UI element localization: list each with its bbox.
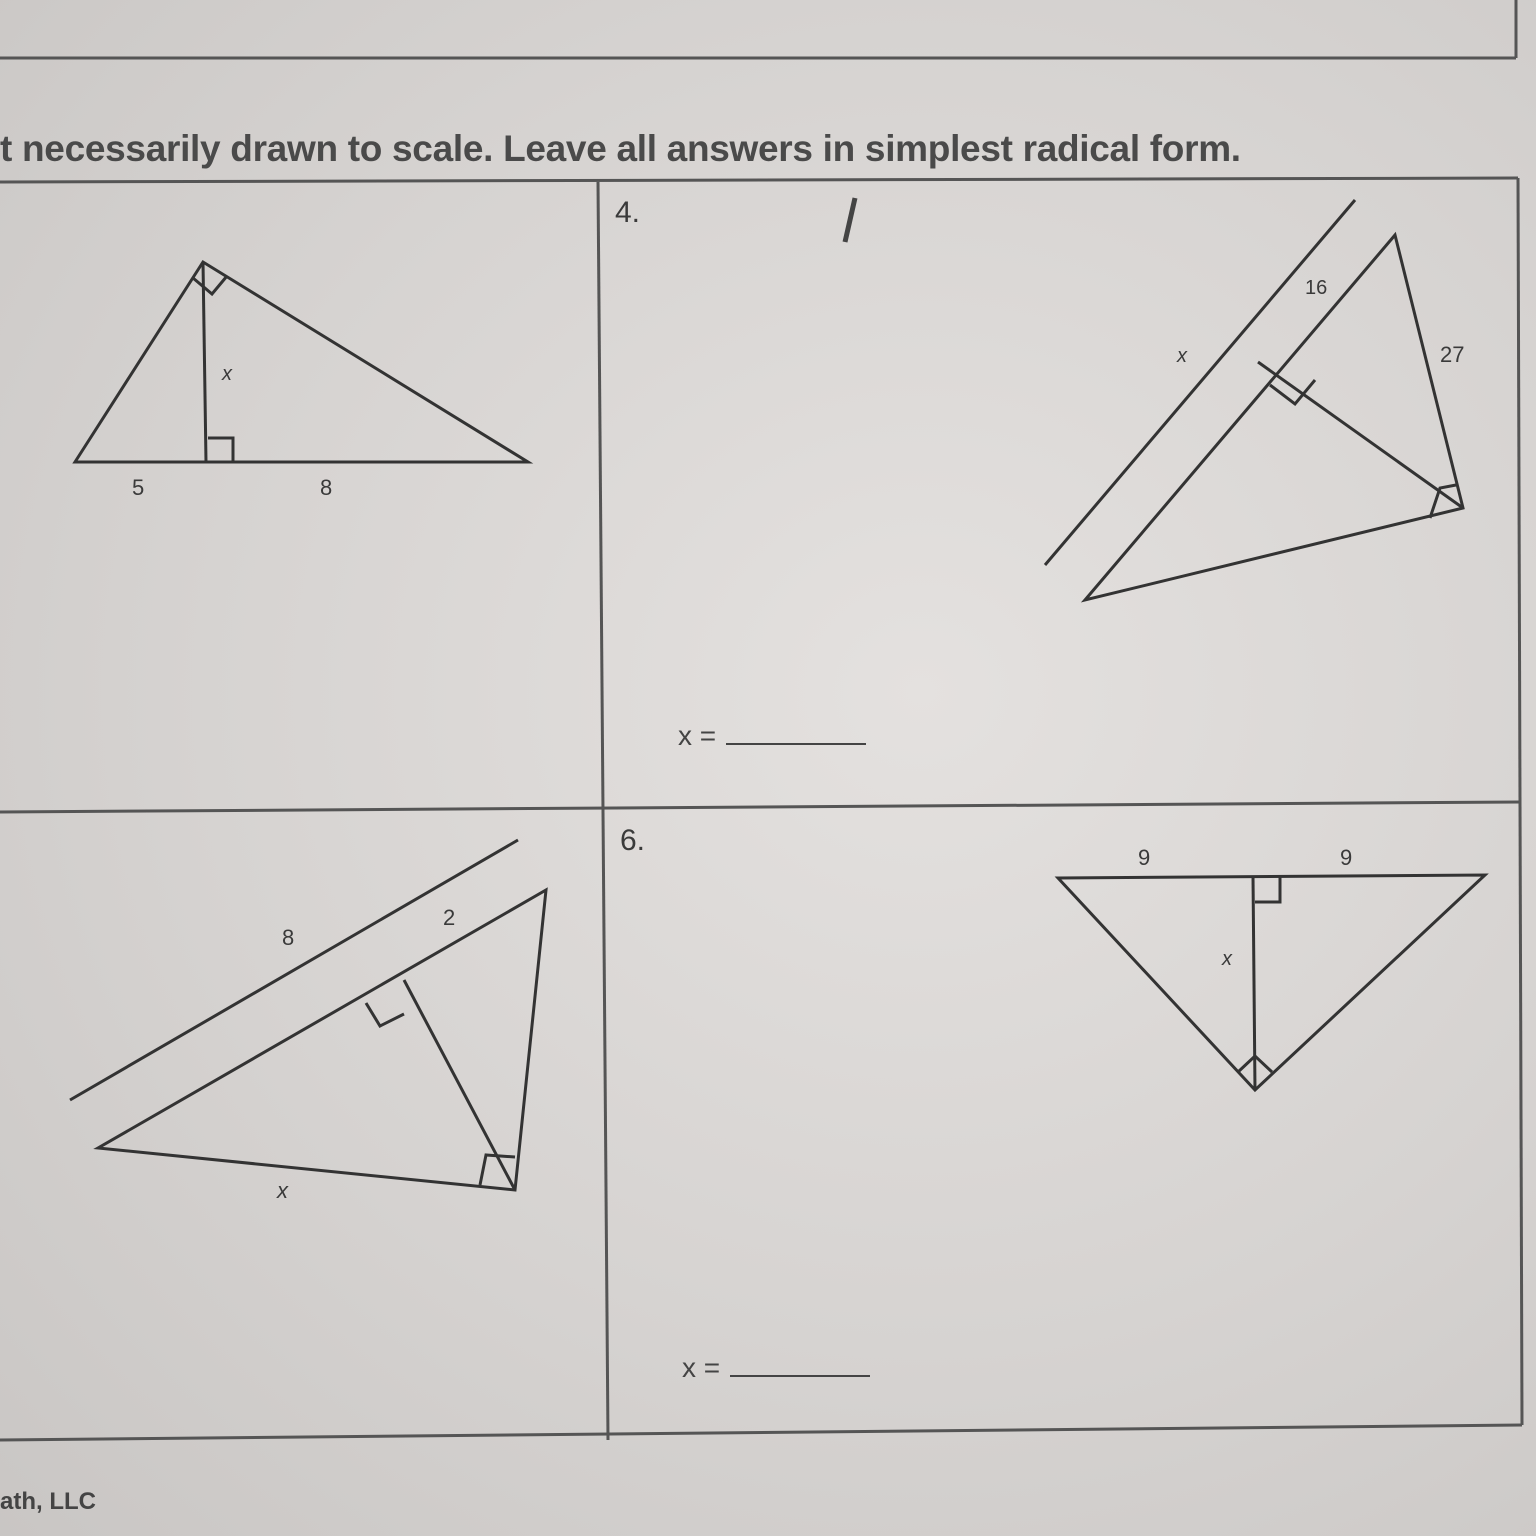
answer-prompt-6: x = <box>682 1352 721 1383</box>
p3-left-seg-label: 5 <box>132 475 145 500</box>
p5-seg-long-label: 8 <box>282 925 295 950</box>
problem-6-number: 6. <box>620 824 646 857</box>
p3-alt-label: x <box>222 363 232 385</box>
grid-middle-line <box>0 802 1520 812</box>
problem-3-figure <box>75 262 528 462</box>
p6-right-label: 9 <box>1340 845 1353 870</box>
answer-line-6[interactable] <box>682 1352 870 1384</box>
p4-leg-label: 27 <box>1440 342 1465 367</box>
p5-leg-label: x <box>277 1178 288 1203</box>
grid-center-line <box>598 182 608 1440</box>
grid-bottom-line <box>0 1425 1522 1440</box>
problem-5-figure <box>70 840 546 1190</box>
problem-4-number: 4. <box>615 196 641 229</box>
p6-left-label: 9 <box>1138 845 1151 870</box>
p4-seg-top-label: 16 <box>1305 277 1328 299</box>
instructions-text: t necessarily drawn to scale. Leave all answers in simplest radical form. <box>0 128 1241 169</box>
p4-seg-x-label: x <box>1177 345 1187 367</box>
grid-top-line <box>0 178 1518 182</box>
answer-prompt-4: x = <box>678 720 717 751</box>
p3-right-seg-label: 8 <box>320 475 333 500</box>
pencil-mark <box>845 198 855 242</box>
answer-blank-4[interactable] <box>726 721 866 745</box>
problem-6-figure <box>1058 875 1485 1090</box>
p5-seg-short-label: 2 <box>443 905 456 930</box>
problem-4-figure <box>1045 200 1463 600</box>
answer-blank-6[interactable] <box>730 1353 870 1377</box>
p6-alt-label: x <box>1222 948 1232 970</box>
answer-line-4[interactable] <box>678 720 866 752</box>
footer-copyright: ath, LLC <box>0 1488 96 1515</box>
